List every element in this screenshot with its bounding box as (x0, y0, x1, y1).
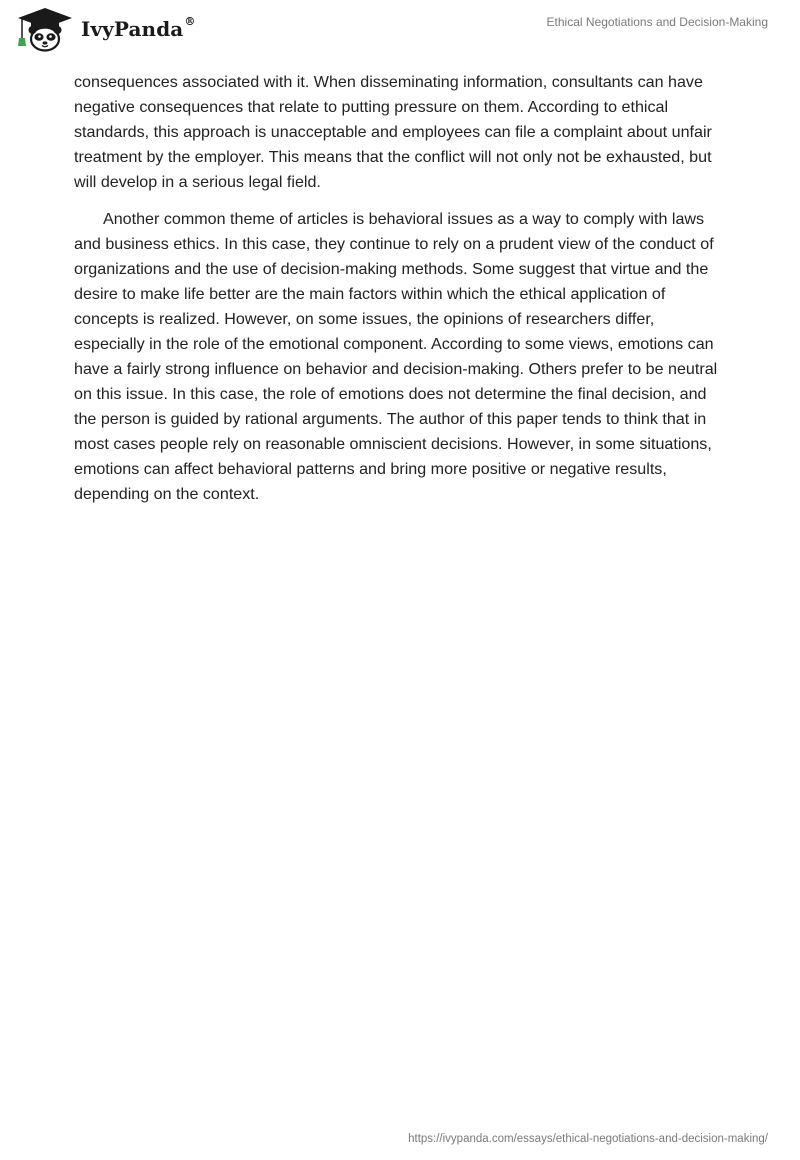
essay-body (74, 70, 726, 519)
paragraph: Another common theme of articles is behavioral issues as a way to comply with laws and business ethics. In this case, they continue to rely on a prudent view of the conduct of organizations and the use of decision-making methods. Some suggest that virtue and the desire to make life better are the main factors within which the ethical application of concepts is realized. However, on some issues, the opinions of researchers differ, especially in the role of the emotional component. According to some views, emotions can have a fairly strong influence on behavior and decision-making. Others prefer to be neutral on this issue. In this case, the role of emotions does not determine the final decision, and the person is guided by rational arguments. The author of this paper tends to think that in most cases people rely on reasonable omniscient decisions. However, in some situations, emotions can affect behavioral patterns and bring more positive or negative results, depending on the context. (74, 210, 718, 503)
paragraph: consequences associated with it. When disseminating information, consultants can have negative consequences that relate to putting pressure on them. According to ethical standards, this approach is unacceptable and employees can file a complaint about unfair treatment by the employer. This means that the conflict will not only not be exhausted, but will develop in a serious legal field. (74, 73, 712, 191)
source-url[interactable]: https://ivypanda.com/essays/ethical-negotiations-and-decision-making/ (408, 1133, 768, 1145)
panda-graduation-cap-icon (14, 6, 76, 52)
brand-logo[interactable] (14, 6, 195, 52)
document-title: Ethical Negotiations and Decision-Making (546, 15, 768, 29)
brand-name: IvyPanda® (81, 15, 196, 41)
page-header (0, 0, 800, 62)
